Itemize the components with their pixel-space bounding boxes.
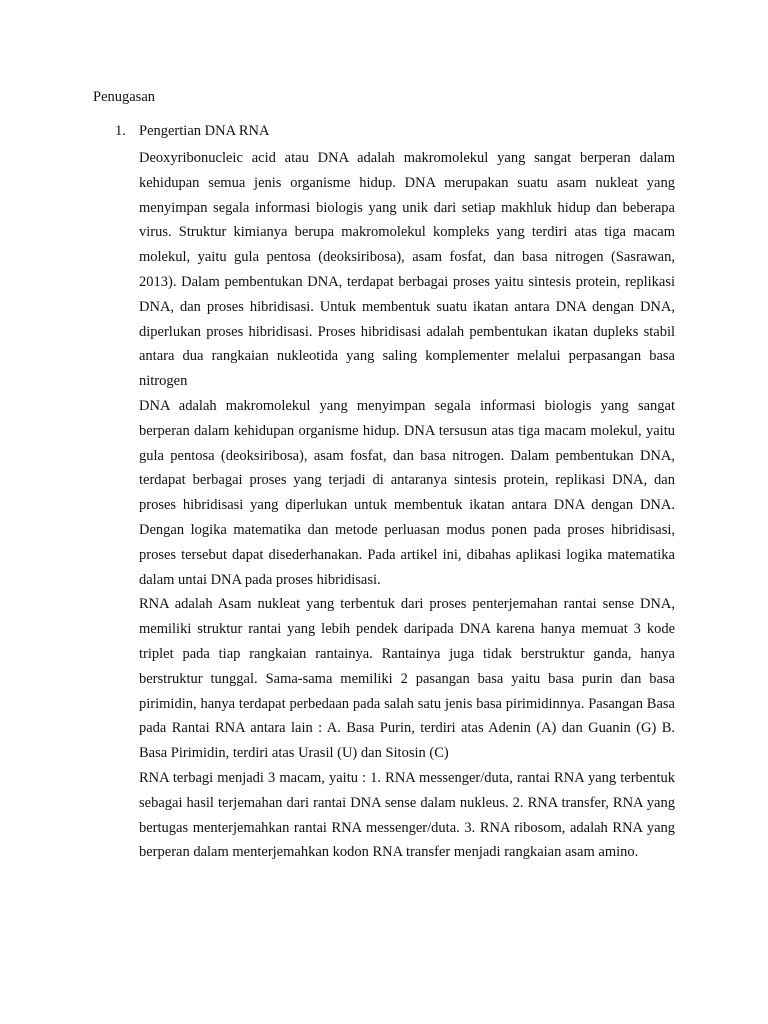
document-title: Penugasan [93, 89, 156, 105]
numbered-list [93, 122, 675, 865]
paragraph-dna-definition: Deoxyribonucleic acid atau DNA adalah makromolekul yang sangat berperan dalam kehidupan semua jenis organisme hidup. DNA merupakan suatu asam nukleat yang menyimpan segala informasi biologis yang unik dari setiap makhluk hidup dan beberapa virus. Struktur kimianya berupa makromolekul kompleks yang terdiri atas tiga macam molekul, yaitu gula pentosa (deoksiribosa), asam fosfat, dan basa nitrogen (Sasrawan, 2013). Dalam pembentukan DNA, terdapat berbagai proses yaitu sintesis protein, replikasi DNA, dan proses hibridisasi. Untuk membentuk suatu ikatan antara DNA dengan DNA, diperlukan proses hibridisasi. Proses hibridisasi adalah pembentukan ikatan dupleks stabil antara dua rangkaian nukleotida yang saling komplementer melalui perpasangan basa nitrogen [139, 150, 675, 390]
paragraph-dna-summary: DNA adalah makromolekul yang menyimpan segala informasi biologis yang sangat berperan dalam kehidupan organisme hidup. DNA tersusun atas tiga macam molekul, yaitu gula pentosa (deoksiribosa), asam fosfat, dan basa nitrogen. Dalam pembentukan DNA, terdapat berbagai proses yang terjadi di antaranya sintesis protein, replikasi DNA, dan proses hibridisasi yang diperlukan untuk membentuk ikatan antara DNA dengan DNA. Dengan logika matematika dan metode perluasan modus ponen pada proses hibridisasi, proses tersebut dapat disederhanakan. Pada artikel ini, dibahas aplikasi logika matematika dalam untai DNA pada proses hibridisasi. [139, 397, 675, 588]
paragraph-rna-definition: RNA adalah Asam nukleat yang terbentuk dari proses penterjemahan rantai sense DNA, memiliki struktur rantai yang lebih pendek daripada DNA karena hanya memuat 3 kode triplet pada tiap rangkaian rantainya. Rantainya juga tidak berstruktur ganda, hanya berstruktur tunggal. Sama-sama memiliki 2 pasangan basa yaitu basa purin dan basa pirimidin, hanya terdapat perbedaan pada salah satu jenis basa pirimidinnya. Pasangan Basa pada Rantai RNA antara lain : A. Basa Purin, terdiri atas Adenin (A) dan Guanin (G) B. Basa Pirimidin, terdiri atas Urasil (U) dan Sitosin (C) [139, 596, 675, 762]
list-item [93, 122, 675, 865]
section-heading: Pengertian DNA RNA [139, 123, 270, 139]
list-item-body [139, 122, 675, 865]
list-item-number: 1. [115, 123, 126, 139]
paragraph-rna-types: RNA terbagi menjadi 3 macam, yaitu : 1. RNA messenger/duta, rantai RNA yang terbentuk sebagai hasil terjemahan dari rantai DNA sense dalam nukleus. 2. RNA transfer, RNA yang bertugas menterjemahkan rantai RNA messenger/duta. 3. RNA ribosom, adalah RNA yang berperan dalam menterjemahkan kodon RNA transfer menjadi rangkaian asam amino. [139, 769, 675, 861]
